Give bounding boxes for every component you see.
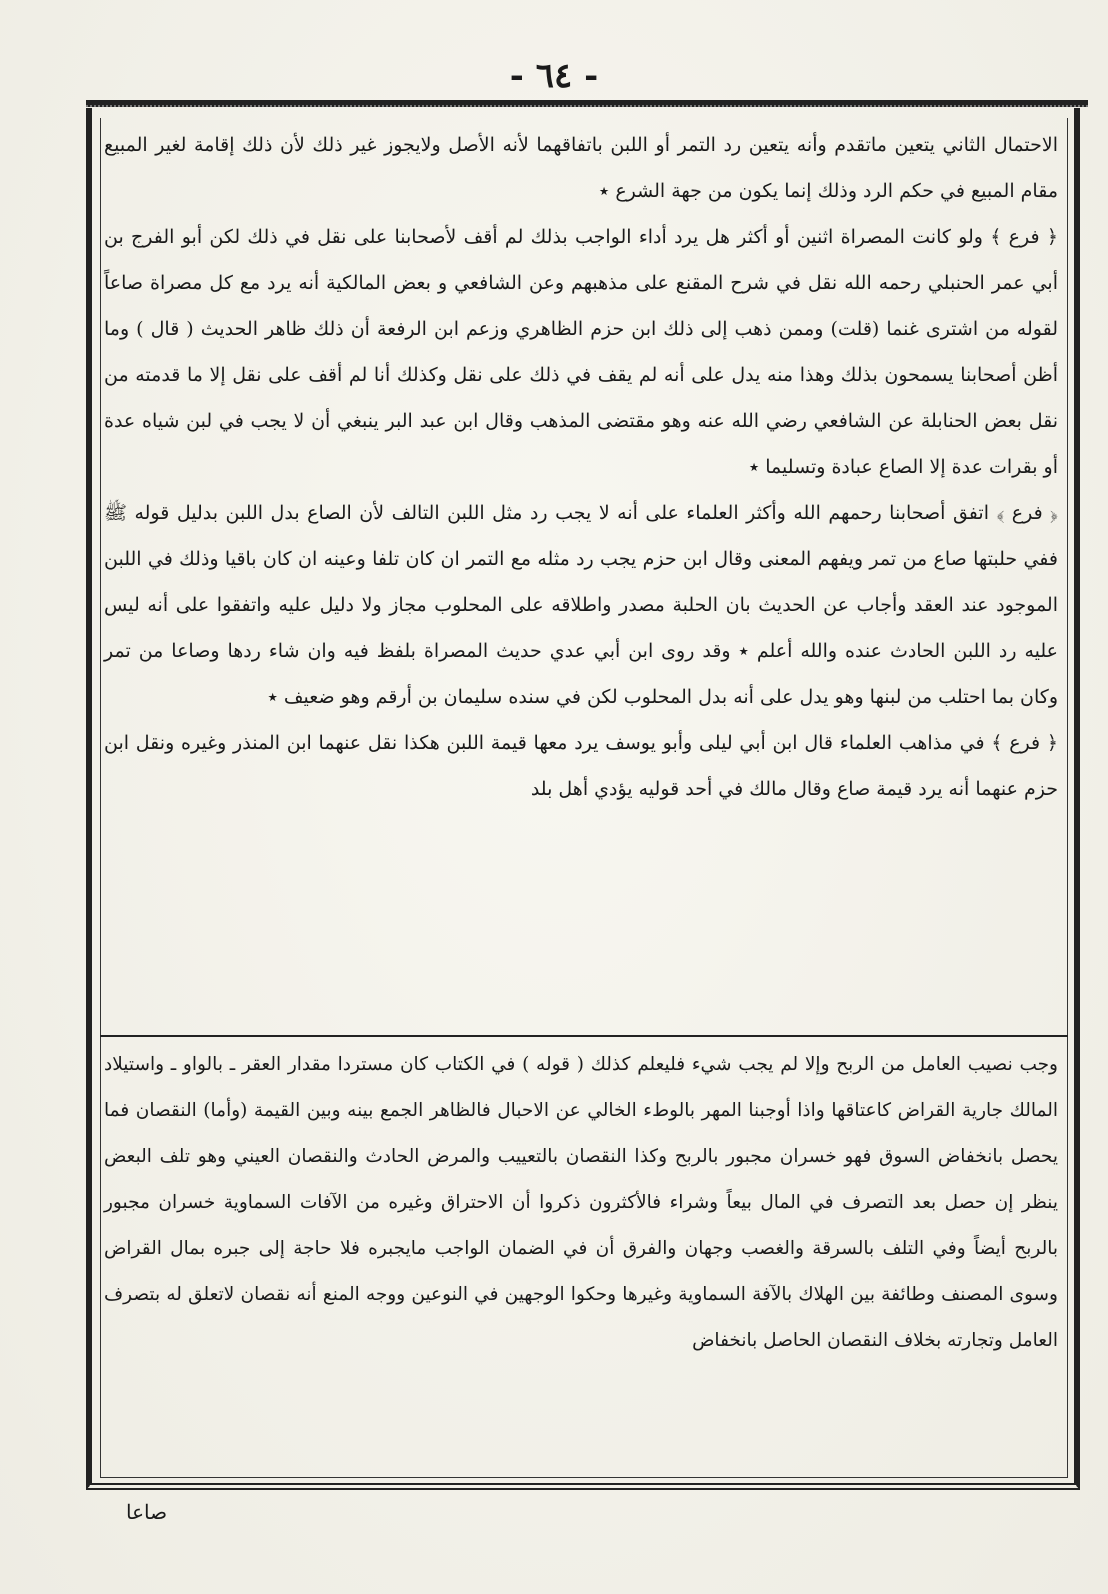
catchword: صاعا [126,1500,168,1524]
header-rule [86,100,1088,107]
page-number: - ٦٤ - [509,56,599,96]
main-paragraph: ﴿ فرع ﴾ ولو كانت المصراة اثنين أو أكثر هل يرد أداء الواجب بذلك لم أقف لأصحابنا على نقل في ذلك لكن أبو الفرج بن أبي عمر الحنبلي رحمه الله نقل في شرح المقنع على مذهبهم وعن الشافعي و بعض المالكية أنه يرد مع كل مصراة صاعاً لقوله من اشترى غنما (قلت) وممن ذهب إلى ذلك ابن حزم الظاهري وزعم ابن الرفعة أن ذلك ظاهر الحديث ( قال ) وما أظن أصحابنا يسمحون بذلك وهذا منه يدل على أنه لم يقف في ذلك على نقل وكذلك أنا لم أقف على نقل إلا ما قدمته من نقل بعض الحنابلة عن الشافعي رضي الله عنه وهو مقتضى المذهب وقال ابن عبد البر ينبغي أن لا يجب في لبن شياه عدة أو بقرات عدة إلا الصاع عبادة وتسليما ٭ [104,226,1058,478]
main-paragraph: ﴿ فرع ﴾ في مذاهب العلماء قال ابن أبي ليلى وأبو يوسف يرد معها قيمة اللبن هكذا نقل عنهما ابن المنذر وغيره ونقل ابن حزم عنهما أنه يرد قيمة صاع وقال مالك في أحد قوليه يؤدي أهل بلد [104,732,1058,800]
section-separator [100,1035,1068,1037]
main-text-block [104,122,1058,1042]
commentary-text-block [104,1042,1058,1462]
commentary-paragraph: وجب نصيب العامل من الربح وإلا لم يجب شيء فليعلم كذلك ( قوله ) في الكتاب كان مستردا مقدار العقر ـ بالواو ـ واستيلاد المالك جارية القراض كاعتاقها واذا أوجبنا المهر بالوطء الخالي عن الاحبال فالظاهر الجمع بينه وبين القيمة (وأما) النقصان فما يحصل بانخفاض السوق فهو خسران مجبور بالربح وكذا النقصان بالتعييب والمرض الحادث والنقصان العيني وهو تلف البعض ينظر إن حصل بعد التصرف في المال بيعاً وشراء فالأكثرون ذكروا أن الاحتراق وغيره من الآفات السماوية خسران مجبور بالربح أيضاً وفي التلف بالسرقة والغصب وجهان والفرق أن في الضمان الواجب مايجبره فلا حاجة إلى جبره بمال القراض وسوى المصنف وطائفة بين الهلاك بالآفة السماوية وغيرها وحكوا الوجهين في النوعين ووجه المنع أنه نقصان لاتعلق له بتصرف العامل وتجارته بخلاف النقصان الحاصل بانخفاض [104,1054,1058,1351]
main-paragraph: الاحتمال الثاني يتعين ماتقدم وأنه يتعين رد التمر أو اللبن باتفاقهما لأنه الأصل ولايجوز غير ذلك لأن ذلك إقامة لغير المبيع مقام المبيع في حكم الرد وذلك إنما يكون من جهة الشرع ٭ [104,134,1058,202]
main-paragraph: ﴿ فرع ﴾ اتفق أصحابنا رحمهم الله وأكثر العلماء على أنه لا يجب رد مثل اللبن التالف لأن الصاع بدل اللبن بدليل قوله ﷺ ففي حلبتها صاع من تمر ويفهم المعنى وقال ابن حزم يجب رد مثله مع التمر ان كان تلفا وعينه ان كان باقيا وذلك في اللبن الموجود عند العقد وأجاب عن الحديث بان الحلبة مصدر واطلاقه على المحلوب مجاز ولا دليل عليه واتفقوا على أنه ليس عليه رد اللبن الحادث عنده والله أعلم ٭ وقد روى ابن أبي عدي حديث المصراة بلفظ فيه وان شاء ردها وصاعا من تمر وكان بما احتلب من لبنها وهو يدل على أنه بدل المحلوب لكن في سنده سليمان بن أرقم وهو ضعيف ٭ [104,502,1058,708]
